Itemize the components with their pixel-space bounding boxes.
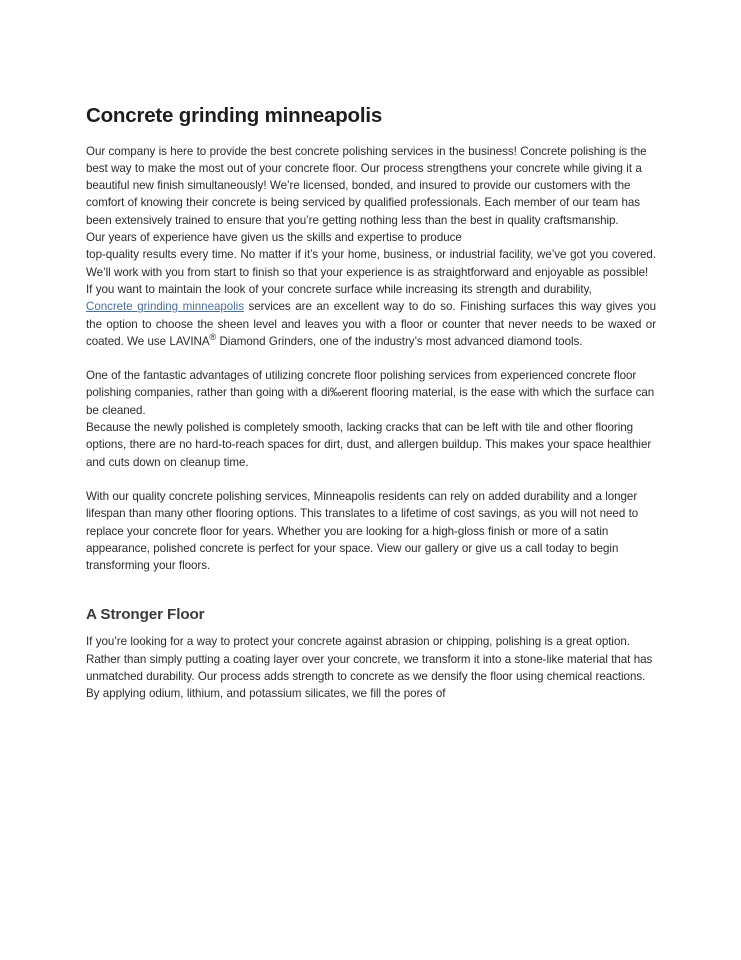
section-spacer [86,574,656,605]
paragraph-cleaning: Because the newly polished is completely smooth, lacking cracks that can be left with tile and other flooring options, there are no hard-to-reach spaces for dirt, dust, and allergen buildup. This makes your space healthier and cuts down on cleanup time. [86,421,652,469]
concrete-grinding-minneapolis-link[interactable]: Concrete grinding minneapolis [86,300,244,314]
paragraph-durability: With our quality concrete polishing services, Minneapolis residents can rely on added durability and a longer lifespan than many other flooring options. This translates to a lifetime of cost savings, as you will not need to replace your concrete floor for years. Whether you are looking for a high-gloss finish or more of a satin appearance, polished concrete is perfect for your space. View our gallery or give us a call today to begin transforming your floors. [86,489,639,573]
paragraph-experience-body: top-quality results every time. No matter if it’s your home, business, or industrial facility, we’ve got you covered. We’ll work with you from start to finish so that your experience is as straightforward and enjoyable as possible! [86,248,656,279]
registered-trademark-icon: ® [209,332,217,342]
link-paragraph-tail: Diamond Grinders, one of the industry’s most advanced diamond tools. [216,334,583,348]
paragraph-spacer [86,350,656,367]
paragraph-advantages: One of the fantastic advantages of utilizing concrete floor polishing services from experienced concrete floor polishing companies, rather than going with a di‰erent flooring material, is the ease with which the surface can be cleaned. [86,369,655,417]
paragraph-spacer-2 [86,471,656,488]
paragraph-stronger-floor: If you’re looking for a way to protect your concrete against abrasion or chipping, polishing is a great option. Rather than simply putting a coating layer over your concrete, we transform it into a stone-like material that has unmatched durability. Our process adds strength to concrete as we densify the floor using chemical reactions. By applying odium, lithium, and potassium silicates, we fill the pores of [86,635,653,701]
page-title: Concrete grinding minneapolis [86,104,383,127]
paragraph-maintain-lead: If you want to maintain the look of your concrete surface while increasing its strength and durability, [86,282,592,296]
paragraph-link-body [86,298,656,350]
paragraph-intro: Our company is here to provide the best concrete polishing services in the business! Concrete polishing is the best way to make the most out of your concrete floor. Our process strengthens your concrete while giving it a beautiful new finish simultaneously! We’re licensed, bonded, and insured to provide our customers with the comfort of knowing their concrete is being serviced by qualified professionals. Each member of our team has been extensively trained to ensure that you’re getting nothing less than the best in quality craftsmanship. [86,144,647,227]
document-body [86,104,656,703]
section-heading-a-stronger-floor: A Stronger Floor [86,606,205,624]
paragraph-experience-lead: Our years of experience have given us the skills and expertise to produce [86,231,462,245]
link-paragraph-text: services are an excellent way to do so. Finishing surfaces this way gives you the option to choose the sheen level and leaves you with a floor or counter that never needs to be waxed or coated. We use LAVINA [86,300,656,348]
